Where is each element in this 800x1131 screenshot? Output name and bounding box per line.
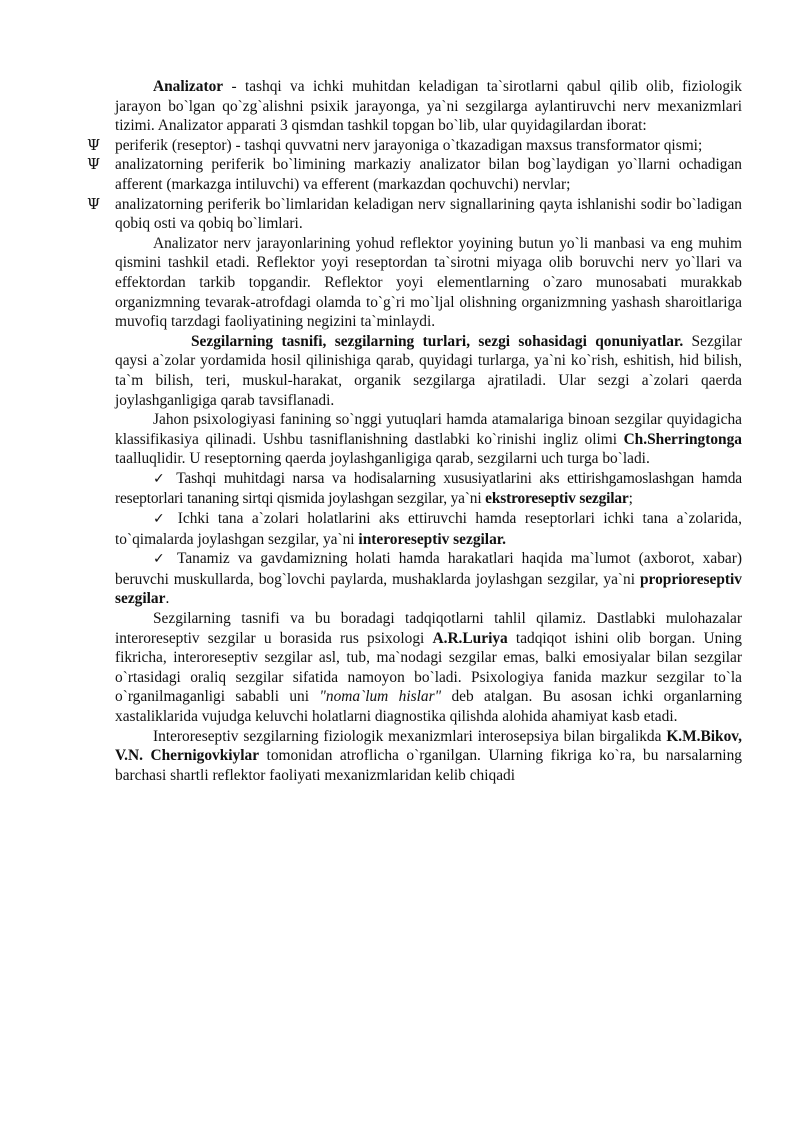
paragraph-luriya xyxy=(115,609,742,727)
term-analizator: Analizator xyxy=(153,78,224,95)
list-item xyxy=(87,135,742,156)
psi-bullet-icon: Ψ xyxy=(87,135,101,154)
italic-quote: "noma`lum hislar" xyxy=(319,688,442,706)
check-item-term: proprioreseptiv sezgilar xyxy=(115,570,742,608)
psi-bullet-icon: Ψ xyxy=(87,194,101,213)
names-bikov-chernigovkiy: K.M.Bikov, V.N. Chernigovkiylar xyxy=(115,727,742,765)
name-sherrington: Ch.Sherringtonga xyxy=(623,430,742,448)
definition-text: - tashqi va ichki muhitdan keladigan ta`sirotlarni qabul qilib olib, fiziologik jarayon bo`lgan qo`zg`alishni psixik jarayonga, ya`ni sezgilarga aylantiruvchi nerv mexanizmlari tizimi. Analizator apparati 3 qismdan tashkil topgan bo`lib, ular quyidagilardan iborat: xyxy=(115,78,742,135)
section-heading: Sezgilarning tasnifi, sezgilarning turlari, sezgi sohasidagi qonuniyatlar. xyxy=(191,332,684,350)
paragraph-text: Sezgilarning tasnifi va bu boradagi tadqiqotlarni tahlil qilamiz. Dastlabki mulohazalar interoreseptiv sezgilar u borasida rus psixologi xyxy=(115,610,742,647)
list-item-text: analizatorning periferik bo`limlaridan keladigan nerv signallarining qayta ishlanishi sodir bo`ladigan qobiq osti va qobiq bo`limlari. xyxy=(115,195,742,233)
paragraph-bikov xyxy=(115,727,742,786)
check-list-item xyxy=(115,509,742,549)
list-item xyxy=(87,194,742,234)
check-item-term: ekstroreseptiv sezgilar xyxy=(485,490,629,508)
paragraph-sherrington xyxy=(115,410,742,469)
paragraph-text: tadqiqot ishini olib borgan. Uning fikricha, interoreseptiv sezgilar asl, tub, ma`nodagi sezgilar emas, balki emosiyalar bilan sezgilar o`rtasidagi oraliq sezgilar sifatida namoyon bo`ladi. Psixologiya fanida mazkur sezgilar to`la o`rganilmaganligi sababli uni xyxy=(115,629,742,706)
check-list-item xyxy=(115,549,742,609)
name-luriya: A.R.Luriya xyxy=(432,629,508,647)
check-item-end: . xyxy=(165,590,170,608)
paragraph-text: taalluqlidir. U reseptorning qaerda joylashganligiga qarab, sezgilarni uch turga bo`ladi. xyxy=(115,450,650,468)
paragraph-analizator-definition xyxy=(115,77,742,136)
check-item-text: Tanamiz va gavdamizning holati hamda harakatlari haqida ma`lumot (axborot, xabar) beruvchi muskullarda, bog`lovchi paylarda, mushaklarda joylashgan sezgilar, ya`ni xyxy=(115,550,742,588)
paragraph-classification xyxy=(115,332,742,410)
check-item-text: Ichki tana a`zolari holatlarini aks ettiruvchi hamda reseptorlari ichki tana a`zolarida, to`qimalarda joylashgan sezgilar, ya`ni xyxy=(115,510,742,548)
list-item-text: analizatorning periferik bo`limining markaziy analizator bilan bog`laydigan yo`llarni ochadigan afferent (markazga intiluvchi) va efferent (markazdan qochuvchi) nervlar; xyxy=(115,156,742,193)
psi-bullet-icon: Ψ xyxy=(87,155,101,174)
paragraph-text: Jahon psixologiyasi fanining so`nggi yutuqlari hamda atamalariga binoan sezgilar quyidagicha klassifikasiya qilinadi. Ushbu tasniflanishning dastlabki ko`rinishi ingliz olimi xyxy=(115,411,742,448)
checkmark-icon: ✓ xyxy=(153,551,169,568)
paragraph-text: Interoreseptiv sezgilarning fiziologik mexanizmlari interosepsiya bilan birgalikda xyxy=(153,727,667,745)
check-item-text: Tashqi muhitdagi narsa va hodisalarning xususiyatlarini aks ettirishgamoslashgan hamda reseptorlari tananing sirtqi qismida joylashgan sezgilar, ya`ni xyxy=(115,469,742,508)
check-item-end: ; xyxy=(628,490,633,508)
list-item-text: periferik (reseptor) - tashqi quvvatni nerv jarayoniga o`tkazadigan maxsus transformator qismi; xyxy=(115,136,703,154)
checkmark-icon: ✓ xyxy=(153,511,170,528)
paragraph-text: Sezgilar qaysi a`zolar yordamida hosil qilinishiga qarab, quyidagi turlarga, ya`ni ko`rish, eshitish, hid bilish, ta`m bilish, teri, muskul-harakat, organik sezgilarga ajratiladi. Ular sezgi a`zolari qaerda joylashganligiga qarab tavsiflanadi. xyxy=(115,332,742,409)
paragraph-reflex-arc xyxy=(115,234,742,332)
document-page xyxy=(87,77,743,785)
list-item xyxy=(87,155,742,194)
paragraph-text: deb atalgan. Bu asosan ichki organlarning xastaliklarida vujudga keluvchi holatlarni diagnostika qilishda alohida ahamiyat kasb etadi. xyxy=(115,688,743,725)
check-item-term: interoreseptiv sezgilar. xyxy=(358,530,507,548)
paragraph-text: Analizator nerv jarayonlarining yohud reflektor yoyining butun yo`li manbasi va eng muhim qismini tashkil etadi. Reflektor yoyi reseptordan ta`sirotni miyaga olib boruvchi nerv yo`llari va effektordan tarkib topgandir. Reflektor yoyi elementlarning o`zaro munosabati murakkab organizmning tevarak-atrofdagi olamda to`g`ri mo`ljal olishning organizmning yashash sharoitlariga muvofiq tarzdagi faoliyatining negizini ta`minlaydi. xyxy=(115,234,742,331)
paragraph-text: tomonidan atroflicha o`rganilgan. Ularning fikriga ko`ra, bu narsalarning barchasi shartli reflektor faoliyati mexanizmlaridan kelib chiqadi xyxy=(115,747,742,784)
checkmark-icon: ✓ xyxy=(153,470,169,487)
check-list-item xyxy=(115,469,742,509)
